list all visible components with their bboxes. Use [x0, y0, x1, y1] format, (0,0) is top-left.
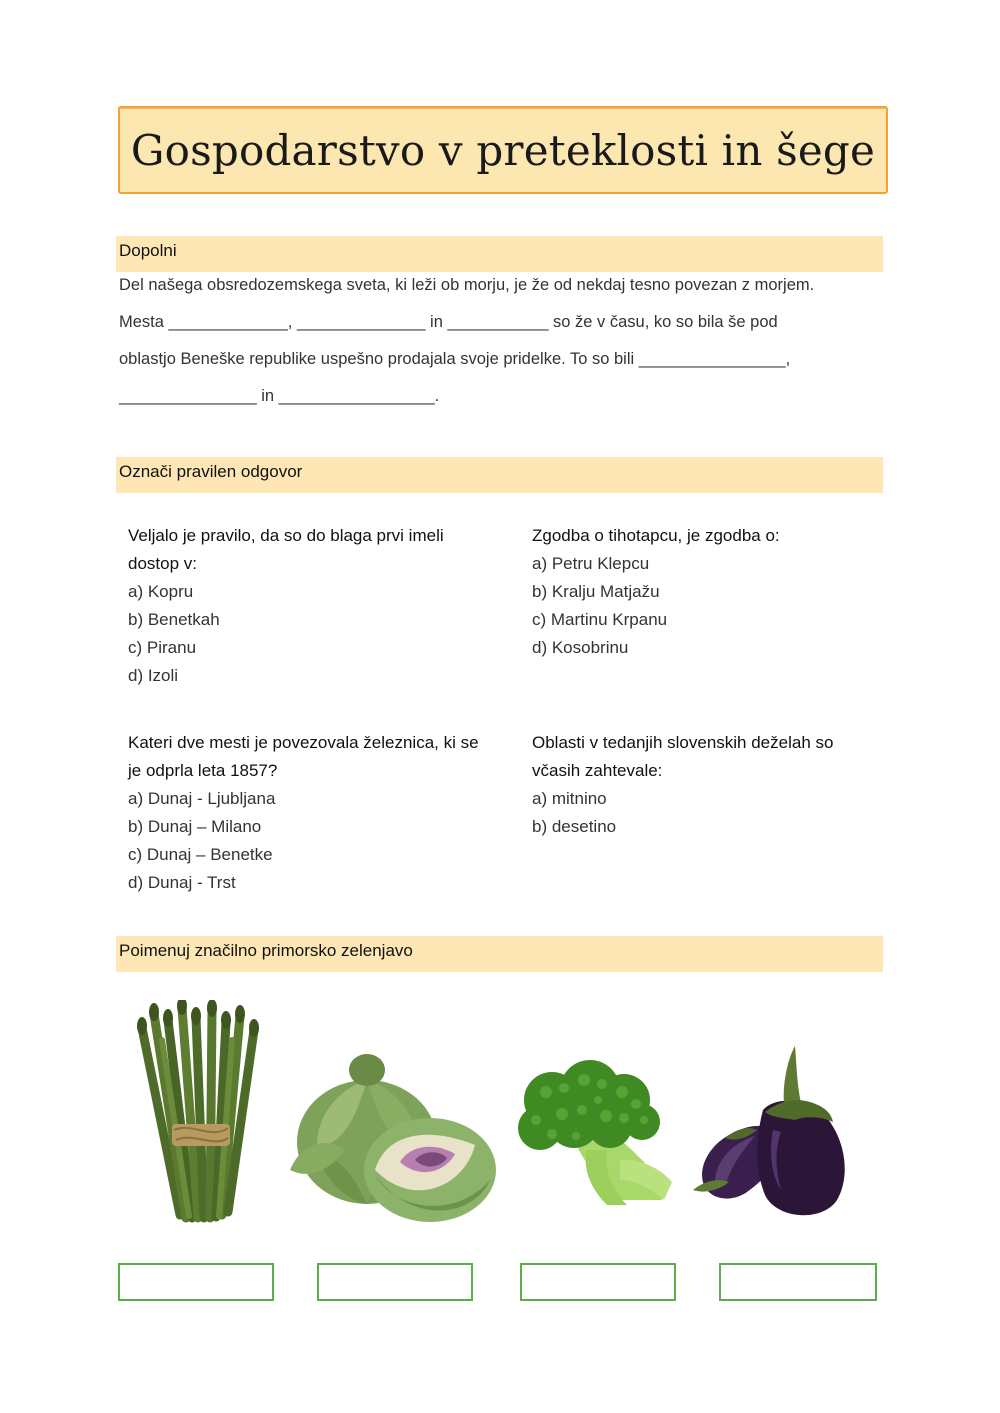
answer-option[interactable]: b) desetino: [532, 817, 617, 836]
title-banner: [118, 106, 888, 194]
paragraph-line: Del našega obsredozemskega sveta, ki leži ob morju, je že od nekdaj tesno povezan z morjem.: [119, 276, 815, 294]
question-text: Oblasti v tedanjih slovenskih deželah so: [532, 733, 834, 752]
page-title: Gospodarstvo v preteklosti in šege: [130, 125, 876, 175]
answer-option[interactable]: d) Dunaj - Trst: [128, 873, 236, 892]
answer-input-2[interactable]: [317, 1263, 473, 1301]
asparagus-image: [122, 1000, 272, 1225]
question-text: Veljalo je pravilo, da so do blaga prvi imeli: [128, 526, 444, 545]
answer-option[interactable]: d) Izoli: [128, 666, 179, 685]
fill-in-paragraph: [119, 267, 889, 415]
answer-option[interactable]: a) Kopru: [128, 582, 194, 601]
question-text: včasih zahtevale:: [532, 761, 663, 780]
answer-option[interactable]: b) Kralju Matjažu: [532, 582, 660, 601]
paragraph-line[interactable]: _______________ in _________________.: [119, 387, 440, 405]
question-text: je odprla leta 1857?: [128, 761, 278, 780]
question-3: [128, 729, 479, 897]
answer-option[interactable]: c) Martinu Krpanu: [532, 610, 668, 629]
answer-input-1[interactable]: [118, 1263, 274, 1301]
answer-option[interactable]: a) Petru Klepcu: [532, 554, 650, 573]
question-text: Kateri dve mesti je povezovala železnica, ki se: [128, 733, 479, 752]
answer-option[interactable]: a) mitnino: [532, 789, 607, 808]
answer-option[interactable]: b) Benetkah: [128, 610, 220, 629]
artichoke-image: [275, 1050, 500, 1230]
section-heading-dopolni: Dopolni: [116, 236, 883, 272]
answer-option[interactable]: b) Dunaj – Milano: [128, 817, 262, 836]
section-heading-oznaci: Označi pravilen odgovor: [116, 457, 883, 493]
answer-option[interactable]: c) Dunaj – Benetke: [128, 845, 273, 864]
section-heading-poimenuj: Poimenuj značilno primorsko zelenjavo: [116, 936, 883, 972]
answer-input-4[interactable]: [719, 1263, 877, 1301]
paragraph-line[interactable]: Mesta _____________, ______________ in ___________ so že v času, ko so bila še pod: [119, 313, 778, 331]
question-text: dostop v:: [128, 554, 197, 573]
broccoli-image: [512, 1060, 677, 1210]
question-text: Zgodba o tihotapcu, je zgodba o:: [532, 526, 780, 545]
question-4: [532, 729, 833, 841]
answer-option[interactable]: d) Kosobrinu: [532, 638, 629, 657]
answer-option[interactable]: a) Dunaj - Ljubljana: [128, 789, 276, 808]
answer-input-3[interactable]: [520, 1263, 676, 1301]
question-1: [128, 522, 444, 690]
paragraph-line[interactable]: oblastjo Beneške republike uspešno prodajala svoje pridelke. To so bili ________________,: [119, 350, 791, 368]
answer-option[interactable]: c) Piranu: [128, 638, 197, 657]
eggplant-image: [685, 1040, 855, 1225]
question-2: [532, 522, 780, 662]
